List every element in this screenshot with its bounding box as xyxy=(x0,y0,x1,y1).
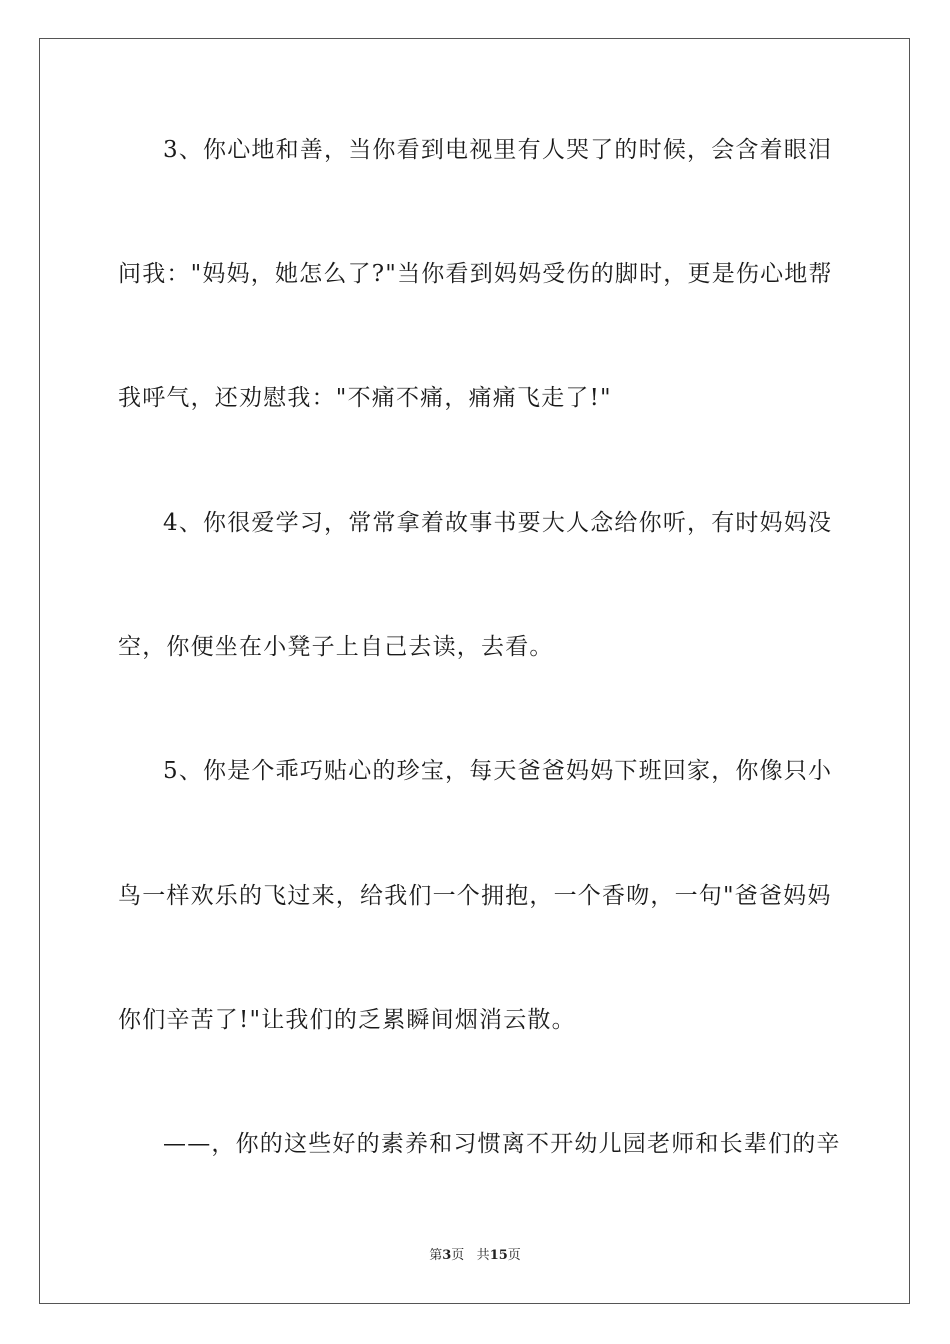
page-frame xyxy=(39,38,910,1304)
paragraph-6-line-1: ——，你的这些好的素养和习惯离不开幼儿园老师和长辈们的辛 xyxy=(163,1131,841,1157)
footer-page-suffix: 页 xyxy=(451,1248,465,1263)
footer-total-suffix: 页 xyxy=(507,1248,521,1263)
paragraph-5-line-1: 5、你是个乖巧贴心的珍宝，每天爸爸妈妈下班回家，你像只小 xyxy=(163,758,833,784)
paragraph-3-line-3: 我呼气，还劝慰我："不痛不痛，痛痛飞走了!" xyxy=(118,385,612,411)
footer-total-prefix: 共 xyxy=(476,1248,490,1263)
paragraph-3-line-2: 问我："妈妈，她怎么了?"当你看到妈妈受伤的脚时，更是伤心地帮 xyxy=(118,261,833,287)
page-footer xyxy=(0,1247,950,1265)
paragraph-3-line-1: 3、你心地和善，当你看到电视里有人哭了的时候，会含着眼泪 xyxy=(163,137,833,163)
footer-page-prefix: 第 xyxy=(429,1248,443,1263)
paragraph-4-line-2: 空，你便坐在小凳子上自己去读，去看。 xyxy=(118,634,554,660)
footer-page-number: 3 xyxy=(442,1248,452,1263)
footer-total-pages: 15 xyxy=(489,1248,508,1263)
paragraph-5-line-3: 你们辛苦了!"让我们的乏累瞬间烟消云散。 xyxy=(118,1007,576,1033)
paragraph-4-line-1: 4、你很爱学习，常常拿着故事书要大人念给你听，有时妈妈没 xyxy=(163,510,833,536)
paragraph-5-line-2: 鸟一样欢乐的飞过来，给我们一个拥抱，一个香吻，一句"爸爸妈妈 xyxy=(118,883,832,909)
